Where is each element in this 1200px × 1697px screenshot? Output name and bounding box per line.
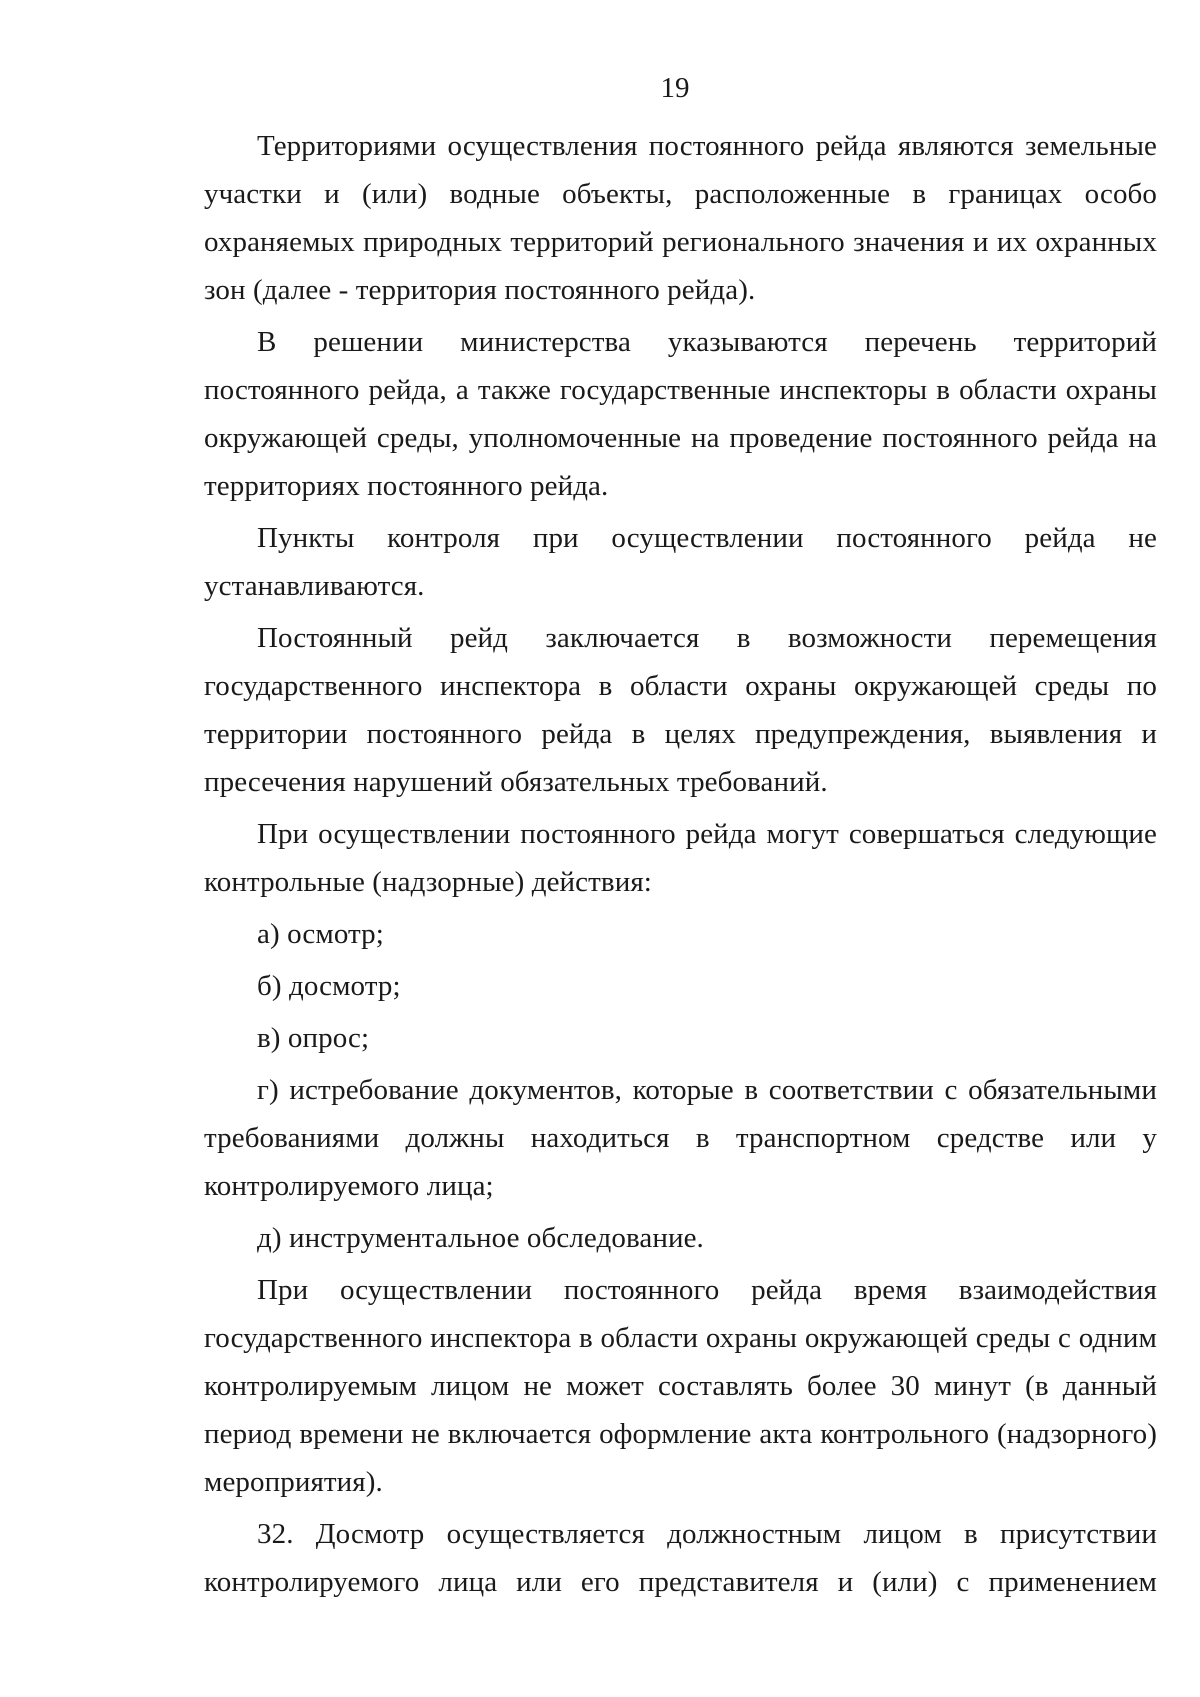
paragraph-ministry-decision: В решении министерства указываются перечень территорий постоянного рейда, а также государственные инспекторы в области охраны окружающей среды, уполномоченные на проведение постоянного рейда на территориях постоянного рейда. xyxy=(204,326,1157,502)
list-item-instrumental-examination: д) инструментальное обследование. xyxy=(257,1222,704,1254)
paragraph-control-points: Пункты контроля при осуществлении постоянного рейда не устанавливаются. xyxy=(204,522,1157,602)
paragraph-raid-description: Постоянный рейд заключается в возможности перемещения государственного инспектора в области охраны окружающей среды по территории постоянного рейда в целях предупреждения, выявления и пресечения нарушений обязательных требований. xyxy=(204,622,1157,798)
list-item-survey: в) опрос; xyxy=(257,1022,370,1054)
page-number: 19 xyxy=(660,72,690,104)
list-item-inspection: а) осмотр; xyxy=(257,918,384,950)
paragraph-interaction-time: При осуществлении постоянного рейда время взаимодействия государственного инспектора в области охраны окружающей среды с одним контролируемым лицом не может составлять более 30 минут (в данный период времени не включается оформление акта контрольного (надзорного) мероприятия). xyxy=(204,1274,1157,1498)
document-body xyxy=(204,122,1157,1610)
list-item-search: б) досмотр; xyxy=(257,970,401,1002)
paragraph-control-actions-intro: При осуществлении постоянного рейда могут совершаться следующие контрольные (надзорные) действия: xyxy=(204,818,1157,898)
paragraph-territories: Территориями осуществления постоянного рейда являются земельные участки и (или) водные объекты, расположенные в границах особо охраняемых природных территорий регионального значения и их охранных зон (далее - территория постоянного рейда). xyxy=(204,130,1157,306)
paragraph-clause-32: 32. Досмотр осуществляется должностным лицом в присутствии контролируемого лица или его представителя и (или) с применением xyxy=(204,1518,1157,1598)
list-item-documents-request: г) истребование документов, которые в соответствии с обязательными требованиями должны находиться в транспортном средстве или у контролируемого лица; xyxy=(204,1074,1157,1202)
